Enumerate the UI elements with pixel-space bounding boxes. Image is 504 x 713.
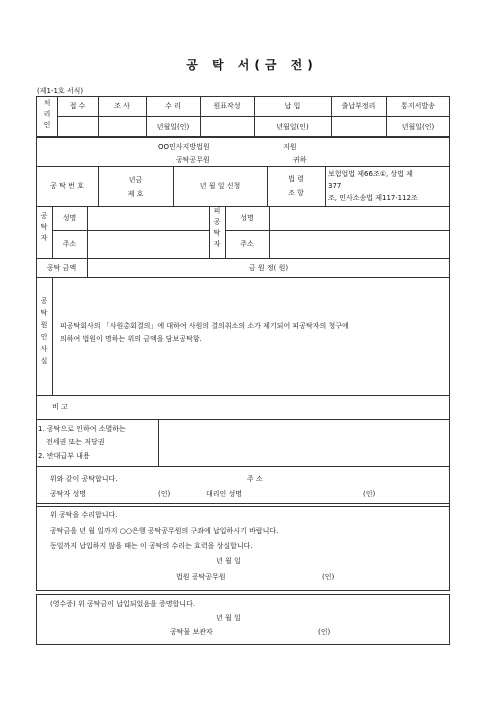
- col-accept: 수 리: [165, 102, 181, 110]
- remarks-label: 비 고: [52, 403, 68, 411]
- col-payment: 납 입: [284, 102, 301, 110]
- col-cashbook: 출납부정리: [341, 102, 376, 110]
- col-receive: 접 수: [69, 102, 86, 110]
- case-no-label: 공 탁 번 호: [50, 182, 84, 190]
- receipt-proof-keeper: 공탁물 보관자: [170, 628, 213, 636]
- address-label: 주 소: [247, 475, 263, 483]
- apply-date: 년 월 일 신청: [199, 182, 241, 190]
- acceptance-line-3: 동일까지 납입하지 않을 때는 이 공탁의 수리는 효력을 상실합니다.: [50, 542, 253, 550]
- cause-line-2: 의하여 법원이 명하는 위의 금액을 담보공탁함.: [60, 335, 202, 343]
- date-accept: 년월일(인): [156, 123, 190, 131]
- document-title: 공 탁 서(금 전): [186, 58, 318, 72]
- law-text-1: 보험업법 제66조①, 상법 제: [328, 170, 413, 178]
- col-notice: 통지서발송: [401, 102, 435, 110]
- amount-text: 금 원 정( 원): [248, 264, 289, 272]
- amount-label: 공탁 금액: [46, 264, 77, 272]
- receipt-proof-date: 년 월 일: [216, 614, 241, 622]
- depositor-label: 공탁자: [40, 212, 48, 242]
- cause-label: 공탁원인사실: [40, 297, 48, 365]
- acceptance-line-1: 위 공탁을 수리합니다.: [50, 511, 118, 519]
- acceptance-line-2: 공탁금을 년 월 일까지 ○○은행 공탁공무원의 구좌에 납입하시기 바랍니다.: [50, 527, 279, 535]
- acceptance-date: 년 월 일: [216, 557, 241, 565]
- note-item-1a: 1. 공탁으로 인하여 소멸하는: [38, 425, 126, 433]
- case-year: 년금: [128, 176, 143, 184]
- agent-sign-label: 대리인 성명: [206, 490, 243, 498]
- law-label-1: 법 령: [288, 175, 304, 183]
- receipt-label: 처리인: [43, 99, 51, 129]
- deposited-label: 피공탁자: [213, 207, 221, 248]
- note-item-2: 2. 반대급부 내용: [38, 452, 90, 460]
- court-branch: 지원: [283, 143, 297, 151]
- agent-seal: (인): [363, 490, 376, 498]
- col-inspect: 조 사: [114, 102, 130, 110]
- receipt-proof-seal: (인): [318, 628, 331, 636]
- case-no: 제 호: [127, 190, 144, 198]
- court-name: OO민사지방법원: [158, 143, 210, 151]
- acceptance-seal: (인): [322, 573, 335, 581]
- depositor-name-label: 성명: [62, 214, 77, 222]
- depositor-sign-label: 공탁자 성명: [50, 490, 87, 498]
- note-item-1b: 전세권 또는 저당권: [46, 438, 105, 446]
- date-payment: 년월일(인): [276, 123, 309, 131]
- acceptance-officer: 법원 공탁공무원: [176, 573, 226, 581]
- date-notice: 년월일(인): [401, 123, 435, 131]
- officer-label: 공탁공무원: [176, 156, 210, 164]
- form-number: (제1-1호 서식): [37, 87, 84, 95]
- law-text-2: 377: [328, 182, 342, 190]
- declaration-line: 위와 같이 공탁합니다.: [50, 475, 118, 483]
- receipt-proof-line: (영수증) 위 공탁금이 납입되었음을 증명합니다.: [50, 600, 196, 608]
- depositor-addr-label: 주소: [62, 240, 77, 248]
- cause-line-1: 피공탁회사의 「사원총회결의」에 대하여 사원의 결의취소의 소가 제기되어 피공탁자의 청구에: [60, 322, 349, 330]
- law-text-3: 조, 민사소송법 제117·112조: [328, 194, 418, 202]
- honorific: 귀하: [293, 156, 307, 164]
- depositor-seal: (인): [158, 490, 171, 498]
- deposited-name-label: 성명: [240, 214, 254, 222]
- deposited-addr-label: 주소: [240, 240, 254, 248]
- law-label-2: 조 항: [288, 189, 304, 197]
- col-ledger: 원표작성: [213, 102, 241, 110]
